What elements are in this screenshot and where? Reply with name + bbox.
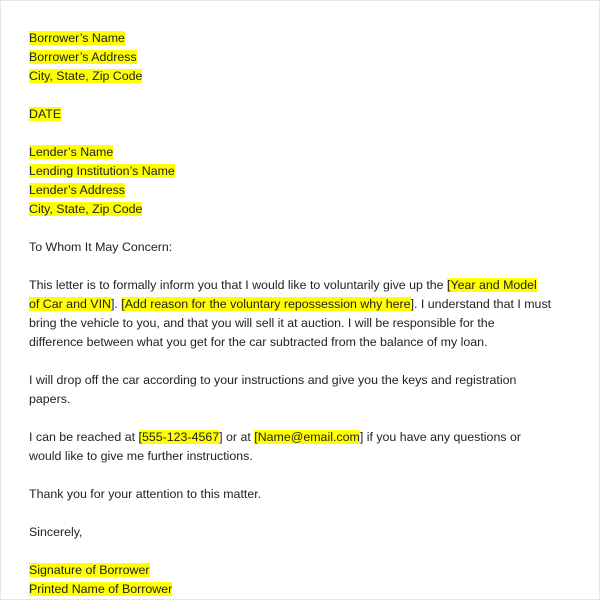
lender-block bbox=[29, 143, 577, 219]
lender-city-state-zip: City, State, Zip Code bbox=[29, 202, 143, 216]
phone-placeholder: [555-123-4567 bbox=[138, 430, 220, 444]
lender-address: Lender’s Address bbox=[29, 183, 125, 197]
paragraph3-text3: ] if you have any questions or bbox=[359, 430, 521, 444]
borrower-address: Borrower’s Address bbox=[29, 50, 137, 64]
signature-block bbox=[29, 561, 577, 599]
paragraph1-text1: This letter is to formally inform you that I would like to voluntarily give up the bbox=[29, 278, 448, 292]
paragraph1-line4: difference between what you get for the car subtracted from the balance of my loan. bbox=[29, 335, 488, 349]
letter-body bbox=[29, 29, 577, 599]
paragraph3-line2: would like to give me further instructions. bbox=[29, 449, 253, 463]
paragraph3-text2: ] or at bbox=[219, 430, 255, 444]
paragraph2-line2: papers. bbox=[29, 392, 71, 406]
lending-institution-name: Lending Institution’s Name bbox=[29, 164, 175, 178]
signature-placeholder: Signature of Borrower bbox=[29, 563, 150, 577]
car-placeholder: [Year and Model bbox=[447, 278, 537, 292]
email-placeholder: [Name@email.com bbox=[254, 430, 360, 444]
thank-you-line: Thank you for your attention to this matter. bbox=[29, 487, 262, 501]
reason-placeholder: [Add reason for the voluntary repossession why here bbox=[121, 297, 411, 311]
car-placeholder-continued: of Car and VIN bbox=[29, 297, 111, 311]
paragraph1-text3: ]. I understand that I must bbox=[410, 297, 552, 311]
closing: Sincerely, bbox=[29, 525, 83, 539]
paragraph-drop-off bbox=[29, 371, 577, 409]
paragraph2-line1: I will drop off the car according to your instructions and give you the keys and registration bbox=[29, 373, 517, 387]
paragraph-contact bbox=[29, 428, 577, 466]
lender-name: Lender’s Name bbox=[29, 145, 114, 159]
paragraph-voluntary-surrender bbox=[29, 276, 577, 352]
paragraph1-line3: bring the vehicle to you, and that you will sell it at auction. I will be responsible for the bbox=[29, 316, 495, 330]
borrower-name: Borrower’s Name bbox=[29, 31, 125, 45]
letter-date: DATE bbox=[29, 107, 62, 121]
borrower-city-state-zip: City, State, Zip Code bbox=[29, 69, 143, 83]
salutation: To Whom It May Concern: bbox=[29, 240, 173, 254]
paragraph3-text1: I can be reached at bbox=[29, 430, 139, 444]
borrower-block bbox=[29, 29, 577, 86]
printed-name-placeholder: Printed Name of Borrower bbox=[29, 582, 173, 596]
paragraph1-text2: ]. bbox=[110, 297, 122, 311]
